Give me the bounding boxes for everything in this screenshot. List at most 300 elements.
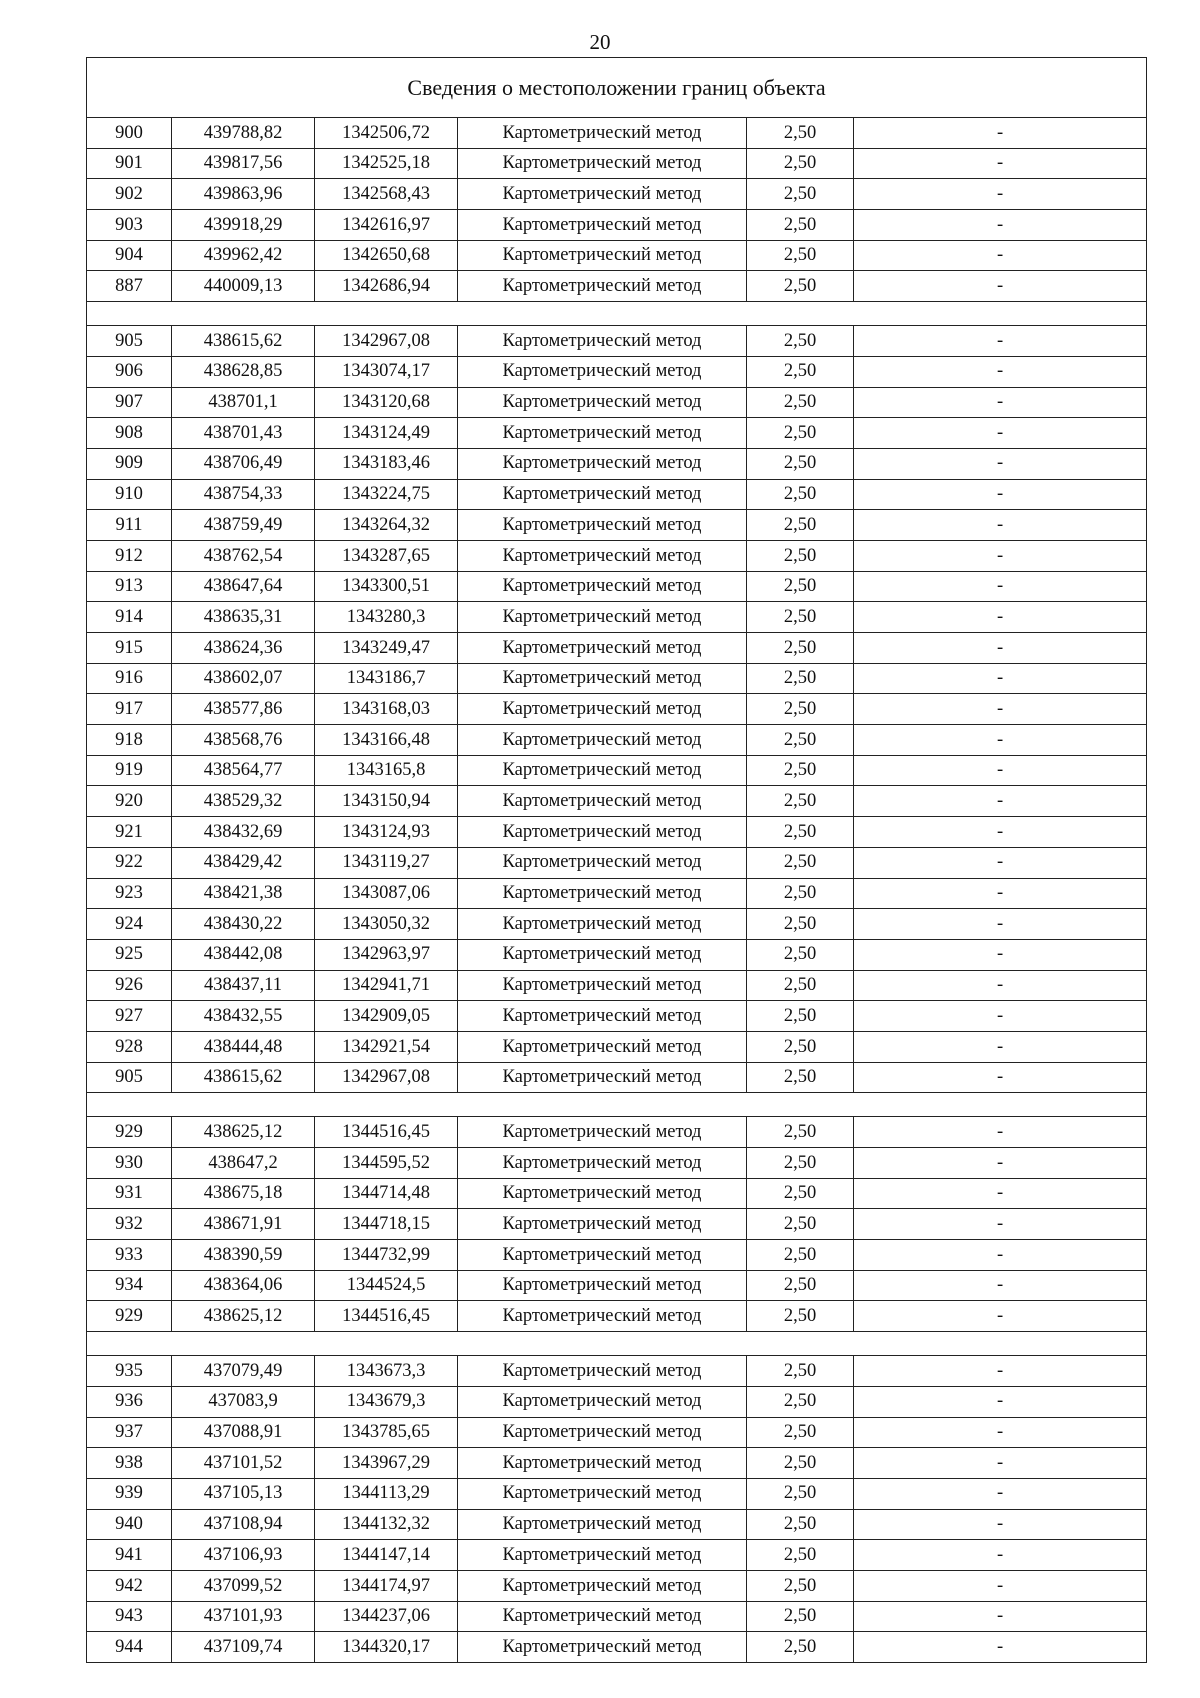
description-cell: - [854, 1356, 1147, 1387]
point-number-cell: 915 [87, 633, 172, 664]
y-coordinate-cell: 1344237,06 [315, 1601, 458, 1632]
description-cell: - [854, 755, 1147, 786]
description-cell: - [854, 694, 1147, 725]
x-coordinate-cell: 438671,91 [172, 1209, 315, 1240]
table-row [87, 602, 1147, 633]
accuracy-cell: 2,50 [747, 847, 854, 878]
y-coordinate-cell: 1343168,03 [315, 694, 458, 725]
y-coordinate-cell: 1343186,7 [315, 663, 458, 694]
table-row [87, 633, 1147, 664]
description-cell: - [854, 1478, 1147, 1509]
x-coordinate-cell: 438364,06 [172, 1270, 315, 1301]
table-row [87, 878, 1147, 909]
point-number-cell: 913 [87, 571, 172, 602]
method-cell: Картометрический метод [458, 148, 747, 179]
table-row [87, 571, 1147, 602]
method-cell: Картометрический метод [458, 847, 747, 878]
point-number-cell: 906 [87, 356, 172, 387]
point-number-cell: 942 [87, 1570, 172, 1601]
table-row [87, 1031, 1147, 1062]
x-coordinate-cell: 438701,43 [172, 418, 315, 449]
description-cell: - [854, 1601, 1147, 1632]
accuracy-cell: 2,50 [747, 1478, 854, 1509]
x-coordinate-cell: 437105,13 [172, 1478, 315, 1509]
table-row [87, 1509, 1147, 1540]
method-cell: Картометрический метод [458, 786, 747, 817]
x-coordinate-cell: 437106,93 [172, 1540, 315, 1571]
accuracy-cell: 2,50 [747, 725, 854, 756]
method-cell: Картометрический метод [458, 1240, 747, 1271]
point-number-cell: 917 [87, 694, 172, 725]
table-row [87, 387, 1147, 418]
point-number-cell: 900 [87, 118, 172, 149]
description-cell: - [854, 1417, 1147, 1448]
x-coordinate-cell: 437083,9 [172, 1386, 315, 1417]
x-coordinate-cell: 439962,42 [172, 240, 315, 271]
y-coordinate-cell: 1344174,97 [315, 1570, 458, 1601]
point-number-cell: 921 [87, 817, 172, 848]
x-coordinate-cell: 438615,62 [172, 1062, 315, 1093]
point-number-cell: 909 [87, 448, 172, 479]
x-coordinate-cell: 438647,64 [172, 571, 315, 602]
point-number-cell: 934 [87, 1270, 172, 1301]
x-coordinate-cell: 438706,49 [172, 448, 315, 479]
accuracy-cell: 2,50 [747, 326, 854, 357]
y-coordinate-cell: 1342568,43 [315, 179, 458, 210]
table-row [87, 1478, 1147, 1509]
description-cell: - [854, 571, 1147, 602]
y-coordinate-cell: 1344516,45 [315, 1301, 458, 1332]
y-coordinate-cell: 1342525,18 [315, 148, 458, 179]
point-number-cell: 929 [87, 1301, 172, 1332]
description-cell: - [854, 1240, 1147, 1271]
x-coordinate-cell: 439863,96 [172, 179, 315, 210]
group-separator-cell [87, 1332, 1147, 1356]
accuracy-cell: 2,50 [747, 210, 854, 241]
accuracy-cell: 2,50 [747, 1301, 854, 1332]
point-number-cell: 924 [87, 909, 172, 940]
accuracy-cell: 2,50 [747, 148, 854, 179]
x-coordinate-cell: 437088,91 [172, 1417, 315, 1448]
y-coordinate-cell: 1343074,17 [315, 356, 458, 387]
table-row [87, 1417, 1147, 1448]
method-cell: Картометрический метод [458, 663, 747, 694]
table-row [87, 179, 1147, 210]
table-row [87, 847, 1147, 878]
accuracy-cell: 2,50 [747, 694, 854, 725]
point-number-cell: 931 [87, 1178, 172, 1209]
method-cell: Картометрический метод [458, 1001, 747, 1032]
accuracy-cell: 2,50 [747, 418, 854, 449]
table-title-row [87, 58, 1147, 118]
accuracy-cell: 2,50 [747, 356, 854, 387]
method-cell: Картометрический метод [458, 448, 747, 479]
y-coordinate-cell: 1343287,65 [315, 540, 458, 571]
description-cell: - [854, 633, 1147, 664]
table-row [87, 725, 1147, 756]
table-body [87, 58, 1147, 1663]
table-row [87, 1570, 1147, 1601]
point-number-cell: 907 [87, 387, 172, 418]
description-cell: - [854, 1301, 1147, 1332]
x-coordinate-cell: 438624,36 [172, 633, 315, 664]
description-cell: - [854, 878, 1147, 909]
accuracy-cell: 2,50 [747, 663, 854, 694]
y-coordinate-cell: 1344524,5 [315, 1270, 458, 1301]
accuracy-cell: 2,50 [747, 571, 854, 602]
table-row [87, 1001, 1147, 1032]
table-row [87, 939, 1147, 970]
y-coordinate-cell: 1343165,8 [315, 755, 458, 786]
table-title: Сведения о местоположении границ объекта [87, 58, 1147, 118]
point-number-cell: 932 [87, 1209, 172, 1240]
method-cell: Картометрический метод [458, 479, 747, 510]
group-separator-row [87, 302, 1147, 326]
y-coordinate-cell: 1344113,29 [315, 1478, 458, 1509]
x-coordinate-cell: 438628,85 [172, 356, 315, 387]
description-cell: - [854, 1270, 1147, 1301]
x-coordinate-cell: 437099,52 [172, 1570, 315, 1601]
description-cell: - [854, 817, 1147, 848]
y-coordinate-cell: 1343785,65 [315, 1417, 458, 1448]
x-coordinate-cell: 439788,82 [172, 118, 315, 149]
method-cell: Картометрический метод [458, 1632, 747, 1663]
table-row [87, 1062, 1147, 1093]
x-coordinate-cell: 437101,52 [172, 1448, 315, 1479]
y-coordinate-cell: 1344718,15 [315, 1209, 458, 1240]
y-coordinate-cell: 1342650,68 [315, 240, 458, 271]
x-coordinate-cell: 437108,94 [172, 1509, 315, 1540]
y-coordinate-cell: 1344714,48 [315, 1178, 458, 1209]
accuracy-cell: 2,50 [747, 1448, 854, 1479]
method-cell: Картометрический метод [458, 878, 747, 909]
method-cell: Картометрический метод [458, 1117, 747, 1148]
x-coordinate-cell: 440009,13 [172, 271, 315, 302]
x-coordinate-cell: 438430,22 [172, 909, 315, 940]
y-coordinate-cell: 1342967,08 [315, 326, 458, 357]
x-coordinate-cell: 438762,54 [172, 540, 315, 571]
description-cell: - [854, 179, 1147, 210]
y-coordinate-cell: 1343183,46 [315, 448, 458, 479]
accuracy-cell: 2,50 [747, 1270, 854, 1301]
description-cell: - [854, 1148, 1147, 1179]
table-row [87, 755, 1147, 786]
accuracy-cell: 2,50 [747, 179, 854, 210]
method-cell: Картометрический метод [458, 271, 747, 302]
x-coordinate-cell: 438625,12 [172, 1117, 315, 1148]
method-cell: Картометрический метод [458, 540, 747, 571]
y-coordinate-cell: 1343150,94 [315, 786, 458, 817]
accuracy-cell: 2,50 [747, 1148, 854, 1179]
accuracy-cell: 2,50 [747, 1356, 854, 1387]
x-coordinate-cell: 438432,69 [172, 817, 315, 848]
method-cell: Картометрический метод [458, 1540, 747, 1571]
table-row [87, 148, 1147, 179]
method-cell: Картометрический метод [458, 240, 747, 271]
accuracy-cell: 2,50 [747, 817, 854, 848]
y-coordinate-cell: 1343050,32 [315, 909, 458, 940]
x-coordinate-cell: 439918,29 [172, 210, 315, 241]
accuracy-cell: 2,50 [747, 755, 854, 786]
group-separator-cell [87, 1093, 1147, 1117]
accuracy-cell: 2,50 [747, 540, 854, 571]
table-row [87, 1540, 1147, 1571]
method-cell: Картометрический метод [458, 210, 747, 241]
y-coordinate-cell: 1342909,05 [315, 1001, 458, 1032]
x-coordinate-cell: 438437,11 [172, 970, 315, 1001]
y-coordinate-cell: 1343264,32 [315, 510, 458, 541]
method-cell: Картометрический метод [458, 725, 747, 756]
x-coordinate-cell: 438442,08 [172, 939, 315, 970]
description-cell: - [854, 1509, 1147, 1540]
y-coordinate-cell: 1344595,52 [315, 1148, 458, 1179]
table-row [87, 418, 1147, 449]
x-coordinate-cell: 438564,77 [172, 755, 315, 786]
accuracy-cell: 2,50 [747, 240, 854, 271]
y-coordinate-cell: 1342921,54 [315, 1031, 458, 1062]
accuracy-cell: 2,50 [747, 970, 854, 1001]
y-coordinate-cell: 1343224,75 [315, 479, 458, 510]
point-number-cell: 910 [87, 479, 172, 510]
point-number-cell: 937 [87, 1417, 172, 1448]
group-separator-row [87, 1332, 1147, 1356]
method-cell: Картометрический метод [458, 1386, 747, 1417]
table-row [87, 326, 1147, 357]
point-number-cell: 936 [87, 1386, 172, 1417]
method-cell: Картометрический метод [458, 387, 747, 418]
method-cell: Картометрический метод [458, 1301, 747, 1332]
group-separator-row [87, 1093, 1147, 1117]
point-number-cell: 941 [87, 1540, 172, 1571]
method-cell: Картометрический метод [458, 179, 747, 210]
accuracy-cell: 2,50 [747, 1117, 854, 1148]
accuracy-cell: 2,50 [747, 448, 854, 479]
table-row [87, 448, 1147, 479]
table-row [87, 510, 1147, 541]
x-coordinate-cell: 438754,33 [172, 479, 315, 510]
accuracy-cell: 2,50 [747, 1178, 854, 1209]
point-number-cell: 927 [87, 1001, 172, 1032]
method-cell: Картометрический метод [458, 1448, 747, 1479]
accuracy-cell: 2,50 [747, 510, 854, 541]
point-number-cell: 918 [87, 725, 172, 756]
description-cell: - [854, 326, 1147, 357]
accuracy-cell: 2,50 [747, 1386, 854, 1417]
accuracy-cell: 2,50 [747, 1031, 854, 1062]
description-cell: - [854, 356, 1147, 387]
y-coordinate-cell: 1342506,72 [315, 118, 458, 149]
description-cell: - [854, 1178, 1147, 1209]
description-cell: - [854, 510, 1147, 541]
description-cell: - [854, 240, 1147, 271]
description-cell: - [854, 1386, 1147, 1417]
table-row [87, 1301, 1147, 1332]
point-number-cell: 905 [87, 1062, 172, 1093]
y-coordinate-cell: 1342963,97 [315, 939, 458, 970]
description-cell: - [854, 148, 1147, 179]
table-row [87, 1601, 1147, 1632]
accuracy-cell: 2,50 [747, 1601, 854, 1632]
accuracy-cell: 2,50 [747, 271, 854, 302]
point-number-cell: 938 [87, 1448, 172, 1479]
description-cell: - [854, 418, 1147, 449]
y-coordinate-cell: 1343673,3 [315, 1356, 458, 1387]
table-row [87, 1178, 1147, 1209]
y-coordinate-cell: 1344132,32 [315, 1509, 458, 1540]
x-coordinate-cell: 438615,62 [172, 326, 315, 357]
description-cell: - [854, 1117, 1147, 1148]
accuracy-cell: 2,50 [747, 387, 854, 418]
table-row [87, 909, 1147, 940]
x-coordinate-cell: 438529,32 [172, 786, 315, 817]
description-cell: - [854, 1570, 1147, 1601]
method-cell: Картометрический метод [458, 356, 747, 387]
table-row [87, 1270, 1147, 1301]
accuracy-cell: 2,50 [747, 1570, 854, 1601]
description-cell: - [854, 479, 1147, 510]
point-number-cell: 940 [87, 1509, 172, 1540]
table-row [87, 663, 1147, 694]
y-coordinate-cell: 1343124,93 [315, 817, 458, 848]
y-coordinate-cell: 1343249,47 [315, 633, 458, 664]
accuracy-cell: 2,50 [747, 1209, 854, 1240]
description-cell: - [854, 1062, 1147, 1093]
y-coordinate-cell: 1343120,68 [315, 387, 458, 418]
description-cell: - [854, 847, 1147, 878]
method-cell: Картометрический метод [458, 118, 747, 149]
point-number-cell: 935 [87, 1356, 172, 1387]
method-cell: Картометрический метод [458, 1270, 747, 1301]
y-coordinate-cell: 1343119,27 [315, 847, 458, 878]
x-coordinate-cell: 437109,74 [172, 1632, 315, 1663]
x-coordinate-cell: 438625,12 [172, 1301, 315, 1332]
accuracy-cell: 2,50 [747, 1001, 854, 1032]
method-cell: Картометрический метод [458, 1509, 747, 1540]
method-cell: Картометрический метод [458, 1356, 747, 1387]
method-cell: Картометрический метод [458, 909, 747, 940]
method-cell: Картометрический метод [458, 1417, 747, 1448]
description-cell: - [854, 970, 1147, 1001]
y-coordinate-cell: 1342941,71 [315, 970, 458, 1001]
y-coordinate-cell: 1344147,14 [315, 1540, 458, 1571]
description-cell: - [854, 663, 1147, 694]
point-number-cell: 920 [87, 786, 172, 817]
x-coordinate-cell: 438675,18 [172, 1178, 315, 1209]
description-cell: - [854, 909, 1147, 940]
x-coordinate-cell: 438444,48 [172, 1031, 315, 1062]
x-coordinate-cell: 438647,2 [172, 1148, 315, 1179]
description-cell: - [854, 210, 1147, 241]
y-coordinate-cell: 1344732,99 [315, 1240, 458, 1271]
description-cell: - [854, 939, 1147, 970]
accuracy-cell: 2,50 [747, 633, 854, 664]
x-coordinate-cell: 438577,86 [172, 694, 315, 725]
table-row [87, 210, 1147, 241]
method-cell: Картометрический метод [458, 1178, 747, 1209]
accuracy-cell: 2,50 [747, 118, 854, 149]
accuracy-cell: 2,50 [747, 1240, 854, 1271]
description-cell: - [854, 1209, 1147, 1240]
table-row [87, 970, 1147, 1001]
description-cell: - [854, 1632, 1147, 1663]
method-cell: Картометрический метод [458, 1478, 747, 1509]
accuracy-cell: 2,50 [747, 786, 854, 817]
point-number-cell: 904 [87, 240, 172, 271]
boundary-coordinates-table [86, 57, 1147, 1663]
method-cell: Картометрический метод [458, 1062, 747, 1093]
point-number-cell: 943 [87, 1601, 172, 1632]
description-cell: - [854, 1448, 1147, 1479]
point-number-cell: 916 [87, 663, 172, 694]
accuracy-cell: 2,50 [747, 1540, 854, 1571]
table-row [87, 479, 1147, 510]
method-cell: Картометрический метод [458, 939, 747, 970]
x-coordinate-cell: 438568,76 [172, 725, 315, 756]
description-cell: - [854, 271, 1147, 302]
x-coordinate-cell: 438635,31 [172, 602, 315, 633]
description-cell: - [854, 786, 1147, 817]
y-coordinate-cell: 1343166,48 [315, 725, 458, 756]
point-number-cell: 919 [87, 755, 172, 786]
y-coordinate-cell: 1343679,3 [315, 1386, 458, 1417]
point-number-cell: 922 [87, 847, 172, 878]
description-cell: - [854, 448, 1147, 479]
x-coordinate-cell: 438390,59 [172, 1240, 315, 1271]
x-coordinate-cell: 437101,93 [172, 1601, 315, 1632]
method-cell: Картометрический метод [458, 817, 747, 848]
point-number-cell: 905 [87, 326, 172, 357]
y-coordinate-cell: 1342967,08 [315, 1062, 458, 1093]
table-row [87, 271, 1147, 302]
x-coordinate-cell: 438701,1 [172, 387, 315, 418]
x-coordinate-cell: 438602,07 [172, 663, 315, 694]
method-cell: Картометрический метод [458, 1601, 747, 1632]
table-row [87, 1240, 1147, 1271]
y-coordinate-cell: 1344516,45 [315, 1117, 458, 1148]
point-number-cell: 923 [87, 878, 172, 909]
point-number-cell: 930 [87, 1148, 172, 1179]
accuracy-cell: 2,50 [747, 1417, 854, 1448]
page-number: 20 [589, 30, 611, 54]
accuracy-cell: 2,50 [747, 878, 854, 909]
x-coordinate-cell: 438432,55 [172, 1001, 315, 1032]
point-number-cell: 902 [87, 179, 172, 210]
description-cell: - [854, 540, 1147, 571]
point-number-cell: 914 [87, 602, 172, 633]
accuracy-cell: 2,50 [747, 479, 854, 510]
table-row [87, 1209, 1147, 1240]
table-row [87, 1632, 1147, 1663]
point-number-cell: 933 [87, 1240, 172, 1271]
y-coordinate-cell: 1342686,94 [315, 271, 458, 302]
y-coordinate-cell: 1343087,06 [315, 878, 458, 909]
method-cell: Картометрический метод [458, 970, 747, 1001]
x-coordinate-cell: 438429,42 [172, 847, 315, 878]
method-cell: Картометрический метод [458, 571, 747, 602]
method-cell: Картометрический метод [458, 1570, 747, 1601]
y-coordinate-cell: 1342616,97 [315, 210, 458, 241]
description-cell: - [854, 1540, 1147, 1571]
method-cell: Картометрический метод [458, 755, 747, 786]
method-cell: Картометрический метод [458, 1031, 747, 1062]
point-number-cell: 908 [87, 418, 172, 449]
method-cell: Картометрический метод [458, 602, 747, 633]
y-coordinate-cell: 1343124,49 [315, 418, 458, 449]
table-row [87, 786, 1147, 817]
point-number-cell: 939 [87, 1478, 172, 1509]
table-row [87, 1356, 1147, 1387]
point-number-cell: 912 [87, 540, 172, 571]
